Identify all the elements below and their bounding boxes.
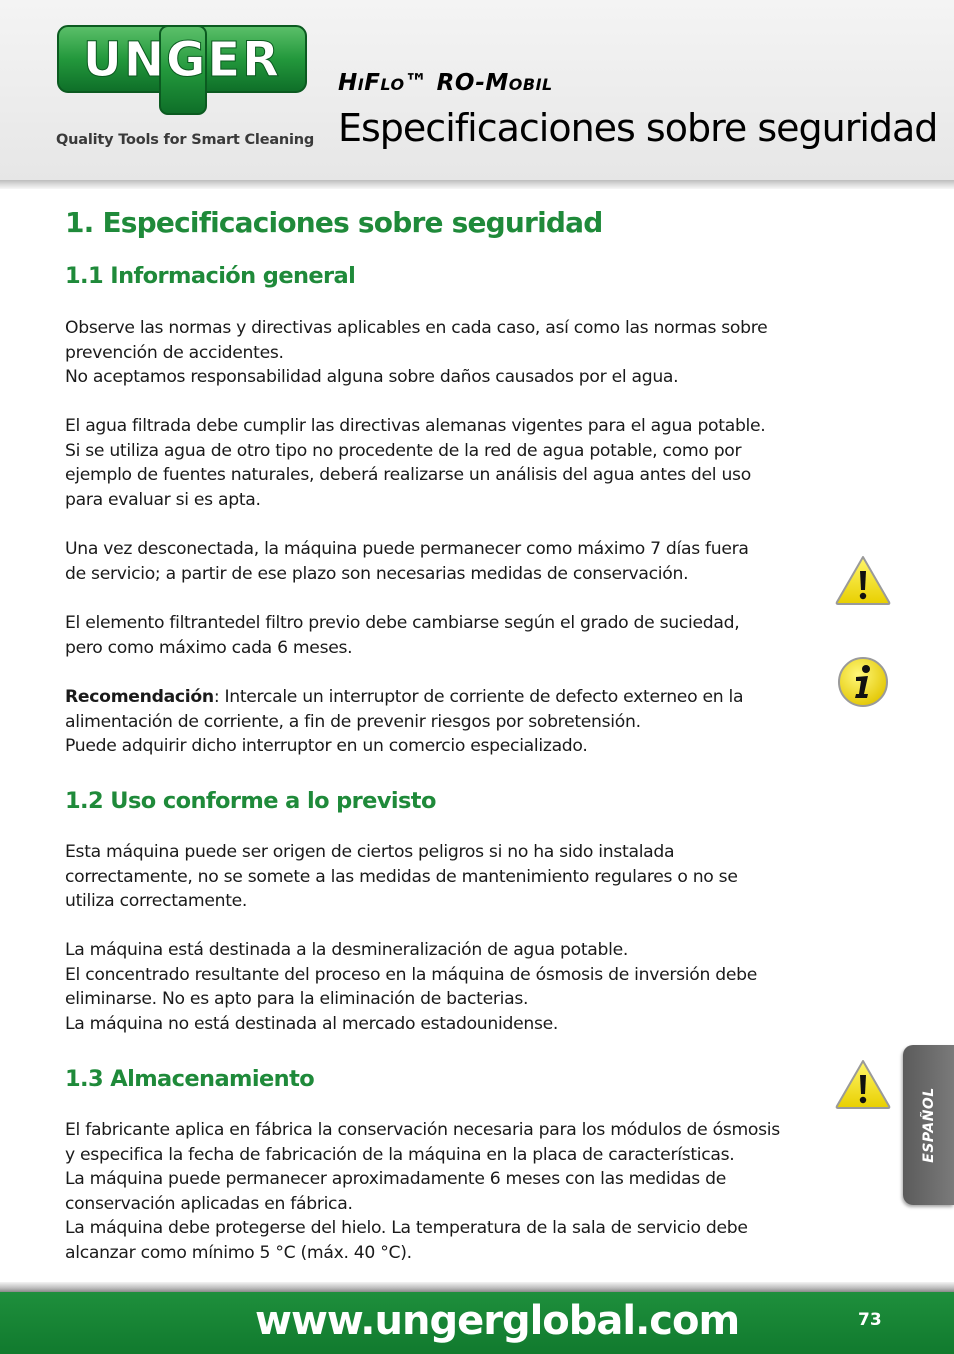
paragraph-intended-use-1: Esta máquina puede ser origen de ciertos peligros si no ha sido instalada correctamente, no se somete a las medidas de mantenimiento regulares o no se utiliza correctamente. [65,842,738,912]
footer-divider [0,1282,954,1292]
header-divider [0,180,954,189]
language-tab-label: ESPAÑOL [921,1087,937,1163]
paragraph-recommendation: Recomendación: Intercale un interruptor de corriente de defecto externeo en la alimentación de corriente, a fin de prevenir riesgos por sobretensión. Puede adquirir dicho interruptor en un comercio especializado. [65,687,744,757]
logo-wordmark: UNGER [82,32,282,88]
info-icon [834,656,892,708]
paragraph-general-3: Una vez desconectada, la máquina puede permanecer como máximo 7 días fuera de servicio; a partir de ese plazo son necesarias medidas de conservación. [65,539,749,584]
subsection-heading-intended-use: 1.2 Uso conforme a lo previsto [65,788,436,814]
product-title: HIFLO™ RO-MOBIL [338,70,553,96]
warning-icon [834,1058,892,1110]
paragraph-general-4: El elemento filtrantedel filtro previo debe cambiarse según el grado de suciedad, pero como máximo cada 6 meses. [65,613,740,658]
section-heading: 1. Especificaciones sobre seguridad [65,206,603,239]
website-link[interactable]: www.ungerglobal.com [255,1298,740,1344]
page-title: Especificaciones sobre seguridad [338,106,938,150]
paragraph-general-2: El agua filtrada debe cumplir las directivas alemanas vigentes para el agua potable. Si se utiliza agua de otro tipo no procedente de la red de agua potable, como por ejemplo de fuentes naturales, deberá realizarse un análisis del agua antes del uso para evaluar si es apta. [65,416,766,510]
recommendation-label: Recomendación [65,687,214,707]
unger-logo [56,24,308,116]
paragraph-general-1: Observe las normas y directivas aplicables en cada caso, así como las normas sobre prevención de accidentes. No aceptamos responsabilidad alguna sobre daños causados por el agua. [65,318,768,388]
paragraph-storage: El fabricante aplica en fábrica la conservación necesaria para los módulos de ósmosis y especifica la fecha de fabricación de la máquina en la placa de características. La máquina puede permanecer aproximadamente 6 meses con las medidas de conservación aplicadas en fábrica. La máquina debe protegerse del hielo. La temperatura de la sala de servicio debe alcanzar como mínimo 5 °C (máx. 40 °C). [65,1120,780,1263]
subsection-heading-general: 1.1 Información general [65,263,356,289]
page-number: 73 [858,1310,882,1330]
paragraph-intended-use-2: La máquina está destinada a la desmineralización de agua potable. El concentrado resultante del proceso en la máquina de ósmosis de inversión debe eliminarse. No es apto para la eliminación de bacterias. La máquina no está destinada al mercado estadounidense. [65,940,757,1034]
warning-icon [834,554,892,606]
subsection-heading-storage: 1.3 Almacenamiento [65,1066,315,1092]
logo-tagline: Quality Tools for Smart Cleaning [56,132,315,148]
